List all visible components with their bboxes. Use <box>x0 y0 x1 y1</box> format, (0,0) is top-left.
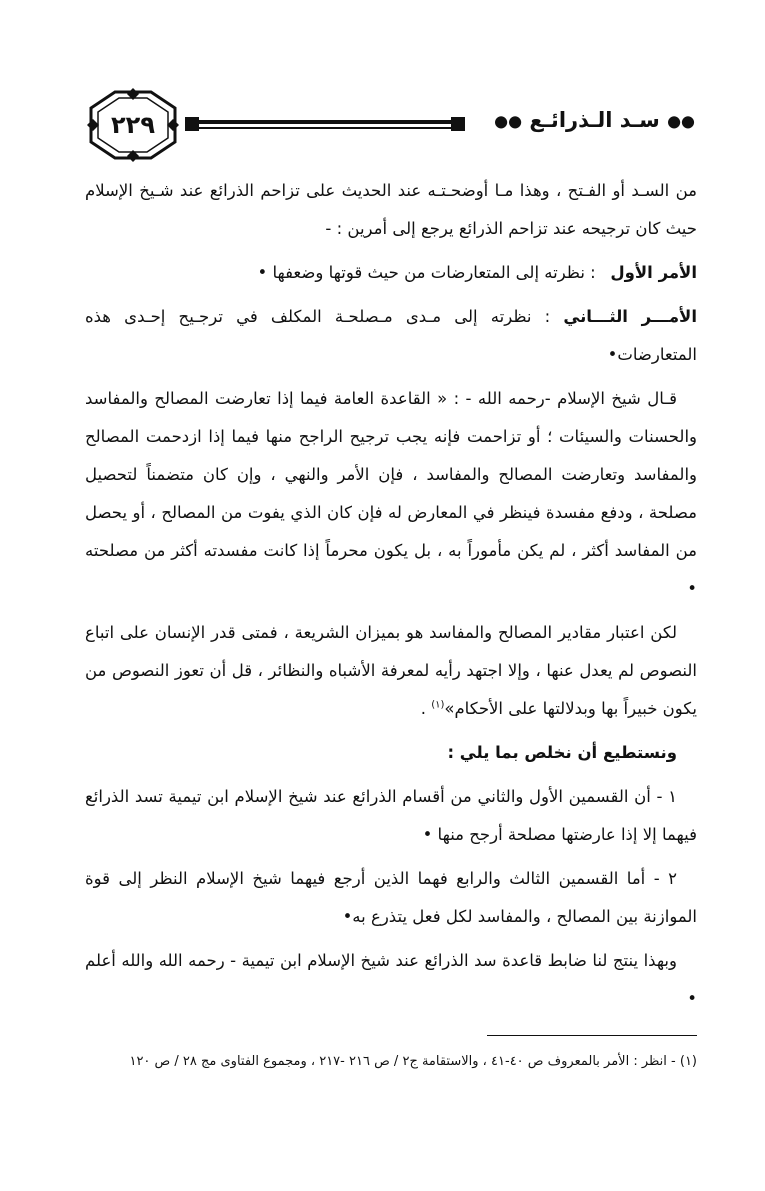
conclusion-item-1: ١ - أن القسمين الأول والثاني من أقسام الذرائع عند شيخ الإسلام ابن تيمية تسد الذرائع فيهما إلا إذا عارضتها مصلحة أرجح منها • <box>85 787 697 844</box>
rule-line-thin <box>197 127 453 129</box>
rule-line-thick <box>197 120 453 124</box>
running-title <box>494 108 695 132</box>
conclusion-heading: ونستطيع أن نخلص بما يلي : <box>447 743 677 762</box>
page-number-frame <box>85 86 181 164</box>
conclusion-item-2: ٢ - أما القسمين الثالث والرابع فهما الذين أرجع فيهما شيخ الإسلام النظر إلى قوة الموازنة بين المصالح ، والمفاسد لكل فعل يتذرع به• <box>85 869 697 926</box>
matter-second-term: الأمـــر الثـــاني <box>563 307 697 326</box>
ornament-dots-left: ●● <box>494 111 523 131</box>
ornament-dots-right: ●● <box>667 111 695 131</box>
footnote: (١) - انظر : الأمر بالمعروف ص ٤٠-٤١ ، والاستقامة ج٢ / ص ٢١٦ -٢١٧ ، ومجموع الفتاوى مج ٢٨ / ص ١٢٠ <box>129 1054 697 1069</box>
matter-second-text: : نظرته إلى مـدى مـصلحـة المكلف في ترجـيح إحـدى هذه المتعارضات• <box>85 307 697 364</box>
matter-first <box>85 254 697 292</box>
matter-second <box>85 298 697 374</box>
footnote-separator <box>487 1035 697 1036</box>
paragraph-quote-continued <box>85 614 697 728</box>
quote-continued-text: لكن اعتبار مقادير المصالح والمفاسد هو بميزان الشريعة ، فمتى قدر الإنسان على اتباع النصوص لم يعدل عنها ، وإلا اجتهد رأيه لمعرفة الأشباه والنظائر ، قل أن تعوز النصوص من يكون خبيراً بها وبدلالتها على الأحكام» <box>85 623 697 718</box>
matter-first-text: : نظرته إلى المتعارضات من حيث قوتها وضعفها • <box>257 263 601 282</box>
header-rule <box>185 116 465 134</box>
footnote-reference: (١) <box>431 699 445 711</box>
paragraph-closing: وبهذا ينتج لنا ضابط قاعدة سد الذرائع عند شيخ الإسلام ابن تيمية - رحمه الله والله أعلم • <box>85 951 697 1008</box>
quote-end-mark: . <box>420 699 432 718</box>
paragraph-intro: من السـد أو الفـتح ، وهذا مـا أوضحـتـه عند الحديث على تزاحم الذرائع عند شـيخ الإسلام حيث كان ترجيحه عند تزاحم الذرائع يرجع إلى أمرين : - <box>85 181 697 238</box>
page-header <box>85 86 695 166</box>
paragraph-quote: قـال شيخ الإسلام -رحمه الله - : « القاعدة العامة فيما إذا تعارضت المصالح والمفاسد والحسنات والسيئات ؛ أو تزاحمت فإنه يجب ترجيح الراجح منها فيما إذا ازدحمت المصالح والمفاسد وتعارضت المصالح والمفاسد ، فإن الأمر والنهي ، وإن كان متضمناً لتحصيل مصلحة ، ودفع مفسدة فينظر في المعارض له فإن كان الذي يفوت من المصالح ، أو يحصل من المفاسد أكثر ، لم يكن مأموراً به ، بل يكون محرماً إذا كانت مفسدته أكثر من مصلحته • <box>85 389 697 598</box>
matter-first-term: الأمر الأول <box>610 263 697 282</box>
page-number: ٢٢٩ <box>111 111 155 139</box>
rule-square-right <box>451 117 465 131</box>
running-title-text: سـد الـذرائـع <box>529 108 660 132</box>
main-text <box>85 172 697 1018</box>
